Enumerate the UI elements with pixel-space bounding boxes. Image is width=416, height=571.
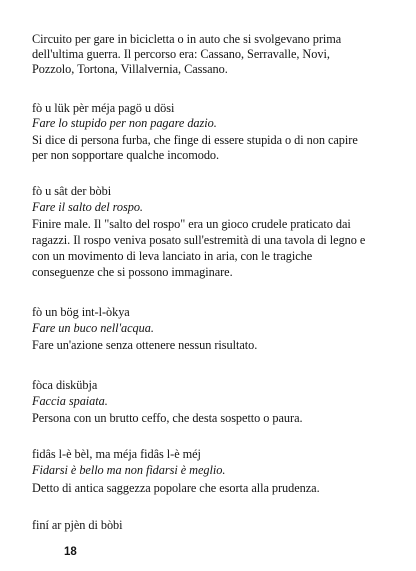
entry-definition-line: ragazzi. Il rospo veniva posato sull'estremità di una tavola di legno e [32,233,366,247]
entry-translation: Fare lo stupido per non pagare dazio. [32,116,217,130]
intro-line: Pozzolo, Tortona, Villalvernia, Cassano. [32,62,228,76]
entry-translation: Fare un buco nell'acqua. [32,321,154,335]
entry-definition-line: Fare un'azione senza ottenere nessun risultato. [32,338,258,352]
entry-term: fidâs l-è bèl, ma méja fidâs l-è méj [32,447,201,461]
entry-translation: Faccia spaiata. [32,394,108,408]
intro-line: dell'ultima guerra. Il percorso era: Cassano, Serravalle, Novi, [32,47,330,61]
entry-term: fò u lük pèr méja pagö u dösi [32,101,175,115]
entry-definition-line: Detto di antica saggezza popolare che esorta alla prudenza. [32,481,320,495]
entry-translation: Fidarsi è bello ma non fidarsi è meglio. [32,463,226,477]
entry-definition-line: Finire male. Il "salto del rospo" era un gioco crudele praticato dai [32,217,351,231]
entry-term: fò u sât der bòbi [32,184,112,198]
entry-definition-line: con un movimento di leva lanciato in aria, con le tragiche [32,249,313,263]
entry-term: finí ar pjèn di bòbi [32,518,123,532]
entry-definition-line: Si dice di persona furba, che finge di essere stupida o di non capire [32,133,358,147]
entry-definition-line: per non sopportare qualche incomodo. [32,148,220,162]
entry-definition-line: Persona con un brutto ceffo, che desta sospetto o paura. [32,411,303,425]
intro-line: Circuito per gare in bicicletta o in auto che si svolgevano prima [32,32,342,46]
entry-term: fòca diskübja [32,378,98,392]
page-number: 18 [64,546,77,558]
entry-translation: Fare il salto del rospo. [32,200,143,214]
entry-term: fò un bög int-l-òkya [32,305,130,319]
entry-definition-line: conseguenze che si possono immaginare. [32,265,233,279]
